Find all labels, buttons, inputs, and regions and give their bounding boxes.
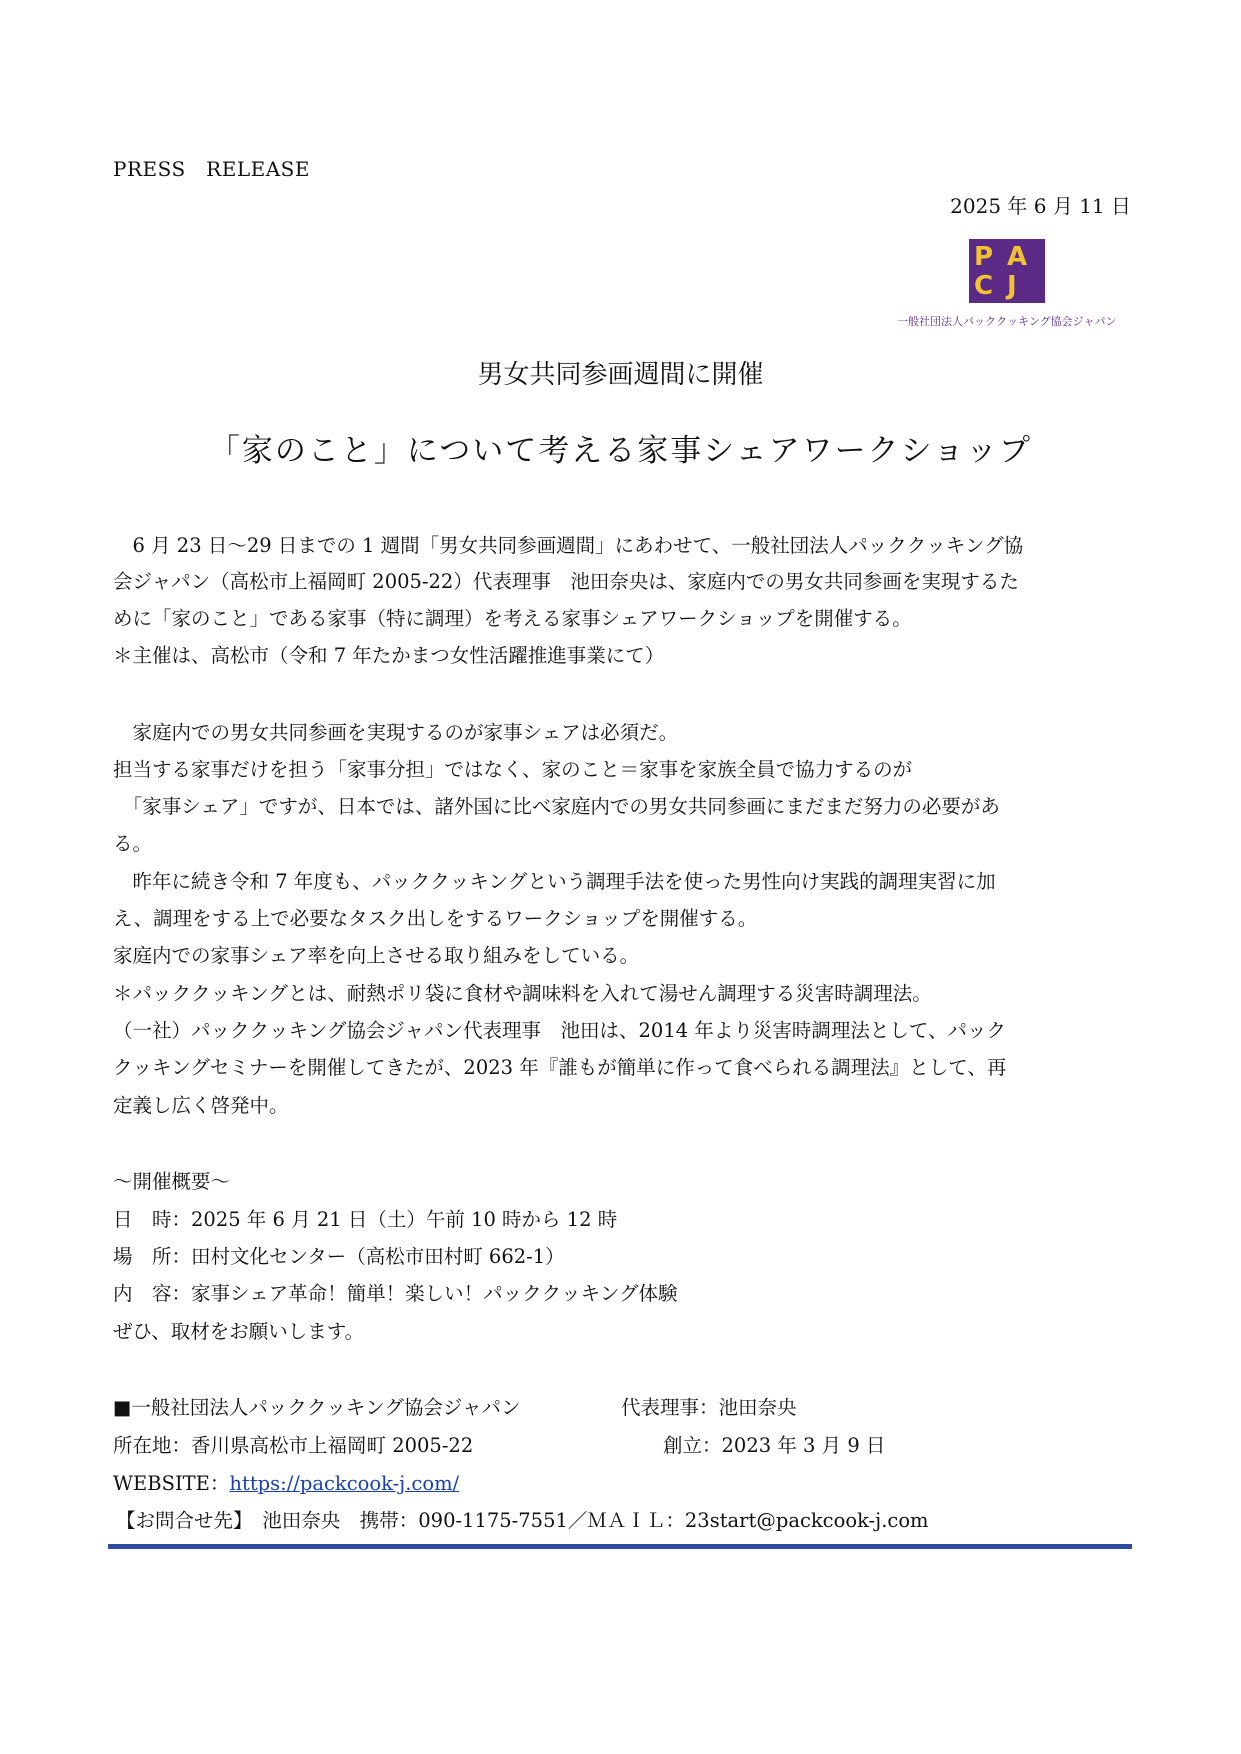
paragraph-line: （一社）パッククッキング協会ジャパン代表理事 池田は、2014 年より災害時調理法として、パック <box>113 1019 1006 1042</box>
footer-org-name: ■一般社団法人パッククッキング協会ジャパン <box>113 1396 521 1419</box>
footer-address: 所在地：香川県高松市上福岡町 2005-22 <box>113 1434 474 1457</box>
website-label: WEBSITE： <box>113 1472 230 1495</box>
event-content: 内 容：家事シェア革命！簡単！楽しい！パッククッキング体験 <box>113 1282 678 1305</box>
event-datetime: 日 時：2025 年 6 月 21 日（土）午前 10 時から 12 時 <box>113 1208 618 1231</box>
footer-representative: 代表理事：池田奈央 <box>621 1396 797 1419</box>
main-title: 「家のこと」について考える家事シェアワークショップ <box>208 433 1033 469</box>
paragraph-line: ＊主催は、高松市（令和 7 年たかまつ女性活躍推進事業にて） <box>113 644 665 667</box>
paragraph-line: 家庭内での男女共同参画を実現するのが家事シェアは必須だ。 <box>113 721 679 744</box>
event-place: 場 所：田村文化センター（高松市田村町 662-1） <box>113 1245 565 1268</box>
coverage-request: ぜひ、取材をお願いします。 <box>113 1320 365 1343</box>
paragraph-line: 6 月 23 日～29 日までの 1 週間「男女共同参画週間」にあわせて、一般社団法人パッククッキング協 <box>113 534 1024 557</box>
footer-divider <box>108 1544 1132 1549</box>
paragraph-line: 担当する家事だけを担う「家事分担」ではなく、家のこと＝家事を家族全員で協力するのが <box>113 758 913 781</box>
paragraph-line: 昨年に続き令和 7 年度も、パッククッキングという調理手法を使った男性向け実践的調理実習に加 <box>113 870 996 893</box>
subtitle-heading: 男女共同参画週間に開催 <box>477 360 764 390</box>
website-link[interactable]: https://packcook-j.com/ <box>229 1472 460 1495</box>
paragraph-line: 「家事シェア」ですが、日本では、諸外国に比べ家庭内での男女共同参画にまだまだ努力の必要があ <box>113 795 1000 818</box>
paragraph-line: る。 <box>113 832 153 855</box>
footer-founded: 創立：2023 年 3 月 9 日 <box>663 1434 886 1457</box>
logo-caption: 一般社団法人パッククッキング協会ジャパン <box>897 315 1117 328</box>
paragraph-line: 家庭内での家事シェア率を向上させる取り組みをしている。 <box>113 944 640 967</box>
paragraph-line: めに「家のこと」である家事（特に調理）を考える家事シェアワークショップを開催する。 <box>113 607 912 630</box>
press-release-label: PRESS RELEASE <box>113 157 310 181</box>
footer-website <box>113 1474 459 1494</box>
footer-contact: 【お問合せ先】 池田奈央 携帯：090-1175-7551／ＭＡＩＬ：23start@packcook-j.com <box>116 1509 929 1532</box>
organization-logo: P A C J <box>969 239 1045 303</box>
paragraph-line: ＊パッククッキングとは、耐熱ポリ袋に食材や調味料を入れて湯せん調理する災害時調理法。 <box>113 982 932 1005</box>
paragraph-line: クッキングセミナーを開催してきたが、2023 年『誰もが簡単に作って食べられる調理法』として、再 <box>113 1056 1007 1079</box>
overview-heading: ～開催概要～ <box>113 1170 231 1193</box>
release-date: 2025 年 6 月 11 日 <box>950 194 1131 218</box>
paragraph-line: え、調理をする上で必要なタスク出しをするワークショップを開催する。 <box>113 907 758 930</box>
paragraph-line: 定義し広く啓発中。 <box>113 1094 289 1117</box>
paragraph-line: 会ジャパン（高松市上福岡町 2005-22）代表理事 池田奈央は、家庭内での男女共同参画を実現するた <box>113 570 1019 593</box>
